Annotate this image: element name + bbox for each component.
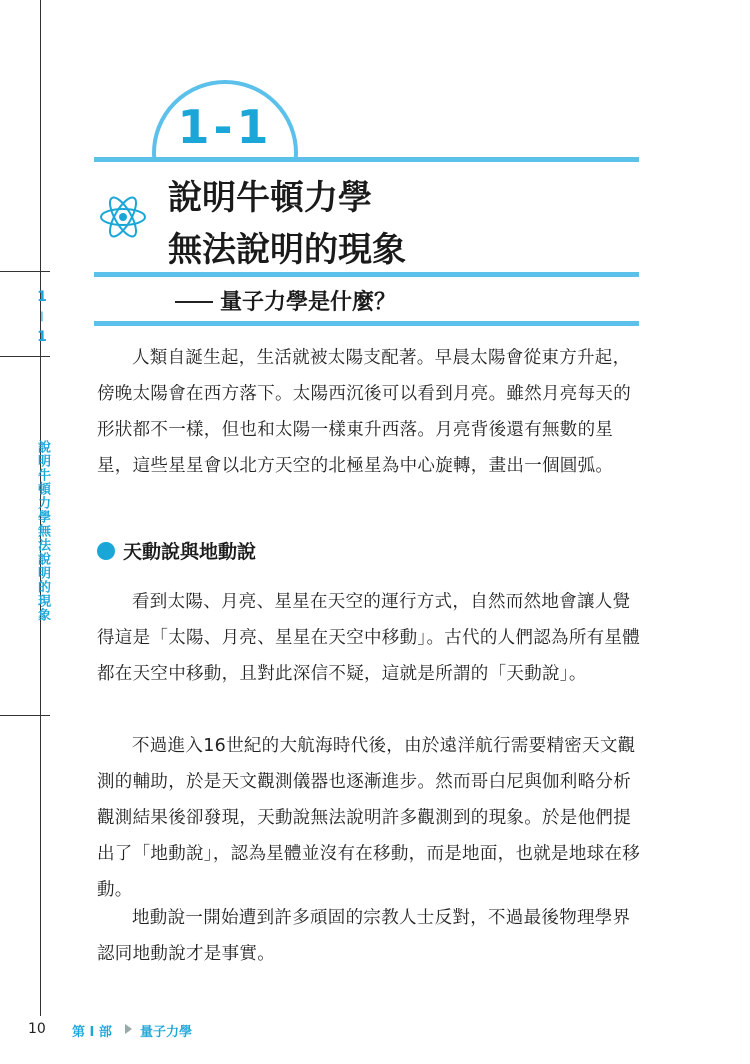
paragraph-heliocentric: 不過進入16世紀的大航海時代後，由於遠洋航行需要精密天文觀測的輔助，於是天文觀測儀器也逐漸進步。然而哥白尼與伽利略分析觀測結果後卻發現，天動說無法說明許多觀測到的現象。於是他們提出了「地動說」，認為星體並沒有在移動，而是地面，也就是地球在移動。 (97, 736, 641, 900)
sidebar-chapter-title: 說明牛頓力學無法說明的現象 (35, 440, 50, 622)
sidebar-section-number: 1 | 1 (37, 289, 47, 345)
paragraph-acceptance: 地動說一開始遭到許多頑固的宗教人士反對，不過最後物理學界認同地動說才是事實。 (97, 908, 631, 964)
footer-arrow-icon (125, 1024, 132, 1034)
chapter-title-line2: 無法說明的現象 (168, 230, 406, 270)
section-heading: 天動說與地動說 (123, 541, 257, 563)
section-number: 1-1 (177, 100, 273, 154)
chapter-title (168, 172, 628, 276)
title-bar-bottom (94, 321, 639, 326)
footer-part: 第 I 部 (72, 1025, 112, 1040)
atom-icon (98, 192, 148, 242)
title-bar-top (94, 157, 639, 162)
chapter-title-line1: 說明牛頓力學 (168, 178, 372, 218)
subtitle: 量子力學是什麼？ (220, 290, 397, 315)
intro-paragraph: 人類自誕生起，生活就被太陽支配著。早晨太陽會從東方升起，傍晚太陽會在西方落下。太陽西沉後可以看到月亮。雖然月亮每天的形狀都不一樣，但也和太陽一樣東升西落。月亮背後還有無數的星星，這些星星會以北方天空的北極星為中心旋轉，畫出一個圓弧。 (97, 348, 631, 476)
page-number: 10 (28, 1021, 46, 1037)
paragraph-geocentric: 看到太陽、月亮、星星在天空的運行方式，自然而然地會讓人覺得這是「太陽、月亮、星星在天空中移動」。古代的人們認為所有星體都在天空中移動，且對此深信不疑，這就是所謂的「天動說」。 (97, 592, 641, 684)
title-bar-middle (94, 272, 639, 277)
sidebar-divider-top (0, 271, 50, 272)
heading-bullet-icon (97, 542, 115, 560)
sidebar-divider-bottom (0, 715, 50, 716)
subtitle-dash (175, 301, 213, 303)
footer-part-name: 量子力學 (140, 1025, 193, 1040)
sidebar-divider-middle (0, 356, 50, 357)
